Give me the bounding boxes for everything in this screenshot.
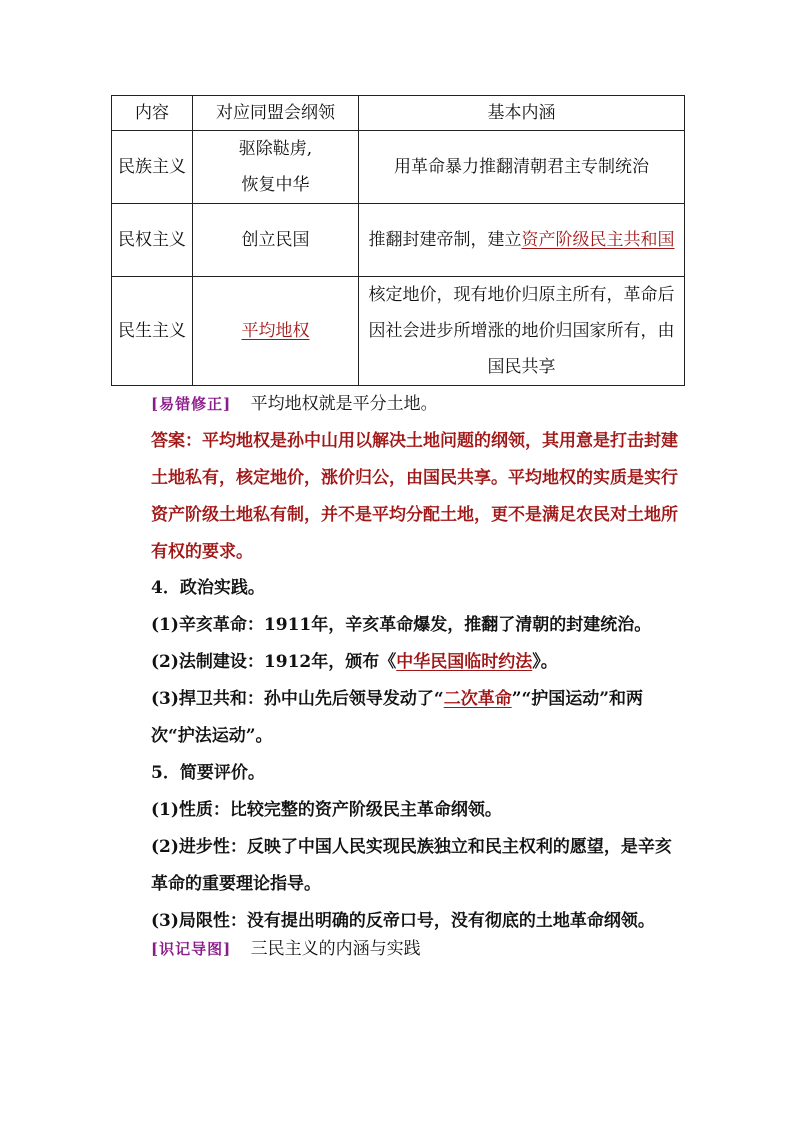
answer-label: 答案： [151,431,202,451]
section-5-heading: 5．简要评价。 [151,763,265,783]
section-4-item-1: (1)辛亥革命：1911年，辛亥革命爆发，推翻了清朝的封建统治。 [151,615,652,635]
row-program-highlight: 平均地权 [241,321,310,341]
row-meaning [359,204,685,277]
row-content: 民权主义 [112,204,193,277]
item-2-suffix: 》。 [532,652,558,672]
memory-block [113,931,685,968]
three-principles-table [111,95,685,386]
row-meaning: 用革命暴力推翻清朝君主专制统治 [359,131,685,204]
memory-text: 三民主义的内涵与实践 [250,939,421,959]
section-4-item-2 [113,644,685,681]
table-row [112,131,685,204]
section-5 [113,755,685,940]
item-3-highlight: 二次革命 [443,689,512,709]
table-header-row [112,96,685,131]
correction-block [113,386,685,571]
row-meaning: 核定地价，现有地价归原主所有，革命后因社会进步所增涨的地价归国家所有，由国民共享 [359,277,685,386]
row-program [193,131,359,204]
row-program-line: 恢复中华 [241,175,310,195]
row-meaning-highlight: 资产阶级民主共和国 [521,230,675,250]
table-row [112,204,685,277]
row-meaning-prefix: 推翻封建帝制，建立 [368,230,522,250]
row-content: 民族主义 [112,131,193,204]
memory-line [113,931,685,968]
header-content: 内容 [112,96,193,131]
row-program [193,277,359,386]
correction-line [113,386,685,423]
answer-text: 平均地权是孙中山用以解决土地问题的纲领，其用意是打击封建土地私有，核定地价，涨价归公，由国民共享。平均地权的实质是实行资产阶级土地私有制，并不是平均分配土地，更不是满足农民对土地所有权的要求。 [151,431,678,562]
section-5-item-2: (2)进步性：反映了中国人民实现民族独立和民主权利的愿望，是辛亥革命的重要理论指导。 [151,837,672,894]
section-4-heading: 4．政治实践。 [151,578,265,598]
item-2-prefix: (2)法制建设：1912年，颁布《 [151,652,397,672]
correction-tag: [易错修正] [151,395,232,413]
row-content: 民生主义 [112,277,193,386]
correction-statement: 平均地权就是平分土地。 [250,394,438,414]
section-5-item-1: (1)性质：比较完整的资产阶级民主革命纲领。 [151,800,502,820]
header-meaning: 基本内涵 [359,96,685,131]
item-3-prefix: (3)捍卫共和：孙中山先后领导发动了“ [151,689,444,709]
section-5-item-3: (3)局限性：没有提出明确的反帝口号，没有彻底的土地革命纲领。 [151,911,655,931]
table-row [112,277,685,386]
header-program: 对应同盟会纲领 [193,96,359,131]
section-4 [113,570,685,755]
item-2-highlight: 中华民国临时约法 [396,652,533,672]
row-program: 创立民国 [193,204,359,277]
section-4-item-3 [113,681,685,755]
memory-tag: [识记导图] [151,940,232,958]
correction-answer [113,423,685,571]
row-program-line: 驱除鞑虏, [238,139,313,159]
item-3-suffix: ”“护国运动”和两次“护法运动”。 [151,689,644,746]
